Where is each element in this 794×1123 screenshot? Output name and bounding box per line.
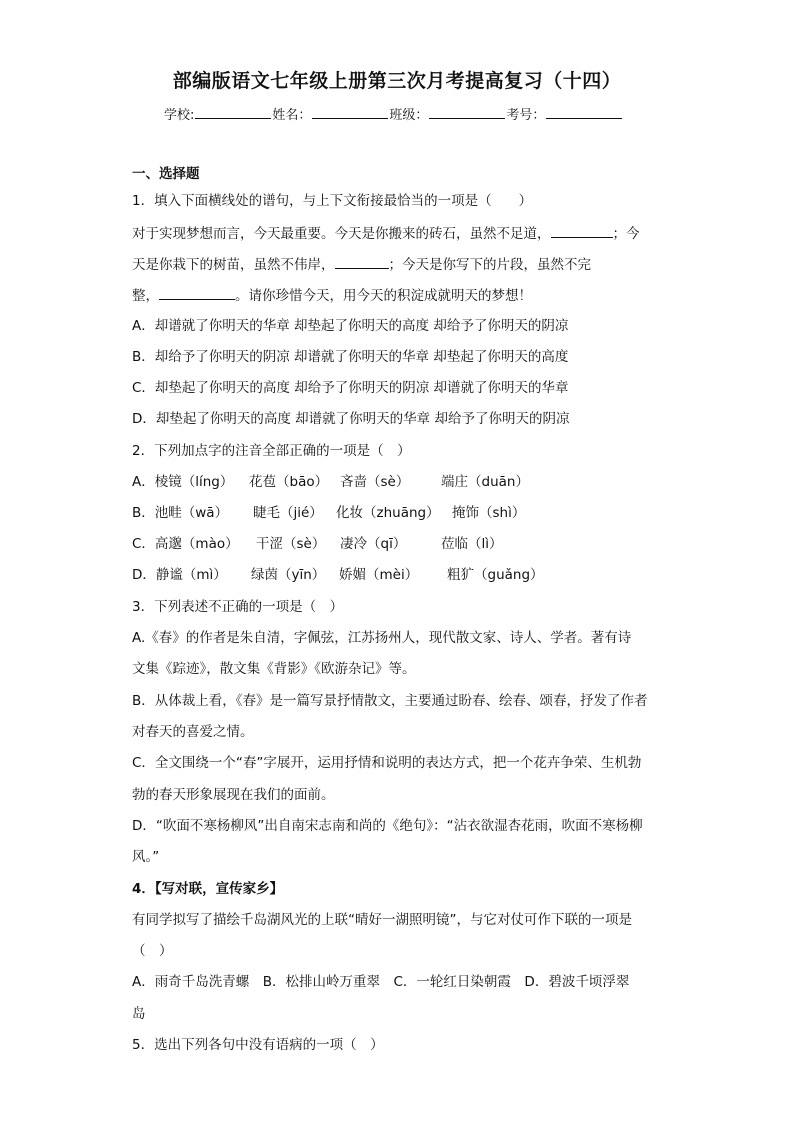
student-info-row [164,104,623,123]
q3-option-d[interactable]: D．“吹面不寒杨柳风”出自南宋志南和尚的《绝句》：“沾衣欲湿杏花雨，吹面不寒杨柳 [132,818,643,834]
q3-option-c-cont: 勃的春天形象展现在我们的面前。 [132,787,335,803]
q2-word: 凄冷（qī） [340,536,407,552]
q2-word: 粗犷（guǎng） [447,567,544,583]
school-blank[interactable] [195,106,271,119]
q4-text-line: （ ） [132,943,173,959]
school-label: 学校: [164,108,195,123]
q1-option-b[interactable]: B．却给予了你明天的阴凉 却谱就了你明天的华章 却垫起了你明天的高度 [132,349,569,365]
q2-word: 花苞（bāo） [249,474,329,490]
q2-word: D．静谧（mì） [132,567,227,583]
q1-text-segment: 天是你栽下的树苗，虽然不伟岸， [132,257,335,273]
q1-blank-3 [159,285,235,300]
q2-word: 睫毛（jié） [253,505,323,521]
q1-stem: 1．填入下面横线处的谱句，与上下文衔接最恰当的一项是（ ） [132,193,533,209]
q3-option-c[interactable]: C．全文围绕一个“春”字展开，运用抒情和说明的表达方式，把一个花卉争荣、生机勃 [132,755,642,771]
q2-word: 端庄（duān） [441,474,529,490]
q3-option-a-cont: 文集《踪迹》，散文集《背影》《欧游杂记》等。 [132,661,416,677]
section-title: 一、选择题 [132,166,200,182]
q4-text-line: 有同学拟写了描绘千岛湖风光的上联“晴好一湖照明镜”，与它对仗可作下联的一项是 [132,912,632,928]
q2-word: B．池畦（wā） [132,505,229,521]
q1-text-segment: ；今 [612,226,640,242]
q1-text-segment: ；今天是你写下的片段，虽然不完 [388,257,591,273]
q1-text-segment: 。请你珍惜今天，用今天的积淀成就明天的梦想！ [235,288,532,304]
q3-stem: 3．下列表述不正确的一项是（ ） [132,599,344,615]
q2-option-c[interactable] [132,534,503,554]
q2-word: 绿茵（yīn） [251,567,326,583]
q2-word: 化妆（zhuāng） [336,505,440,521]
q1-blank-2 [335,254,389,269]
q2-stem: 2．下列加点字的注音全部正确的一项是（ ） [132,443,411,459]
q2-word: 莅临（lì） [441,536,503,552]
q1-option-a[interactable]: A．却谱就了你明天的华章 却垫起了你明天的高度 却给予了你明天的阴凉 [132,318,569,334]
q2-word: 干涩（sè） [256,536,326,552]
q3-option-b[interactable]: B．从体裁上看，《春》是一篇写景抒情散文，主要通过盼春、绘春、颂春，抒发了作者 [132,693,648,709]
q1-text-segment: 对于实现梦想而言，今天最重要。今天是你搬来的砖石，虽然不足道， [132,226,551,242]
page-title: 部编版语文七年级上册第三次月考提高复习（十四） [172,70,622,92]
q1-text-segment: 整， [132,288,159,304]
q4-stem: 4．【写对联，宣传家乡】 [132,881,284,897]
q4-options[interactable]: A．雨奇千岛洗青螺 B．松排山岭万重翠 C．一轮红日染朝霞 D．碧波千顷浮翠 [132,974,630,990]
name-blank[interactable] [312,106,388,119]
q1-text-line [132,285,532,306]
q2-word: 娇媚（mèi） [339,567,419,583]
q4-options-cont: 岛 [132,1006,146,1022]
q2-option-a[interactable] [132,472,529,492]
q2-word: A．棱镜（líng） [132,474,234,490]
q3-option-b-cont: 对春天的喜爱之情。 [132,724,254,740]
q1-text-line [132,223,640,244]
q2-option-b[interactable] [132,503,525,523]
q1-option-c[interactable]: C．却垫起了你明天的高度 却给予了你明天的阴凉 却谱就了你明天的华章 [132,380,569,396]
q5-stem: 5．选出下列各句中没有语病的一项（ ） [132,1037,384,1053]
q3-option-a[interactable]: A.《春》的作者是朱自清，字佩弦，江苏扬州人，现代散文家、诗人、学者。著有诗 [132,630,632,646]
class-blank[interactable] [429,106,505,119]
q2-word: 吝啬（sè） [340,474,410,490]
q1-option-d[interactable]: D．却垫起了你明天的高度 却谱就了你明天的华章 却给予了你明天的阴凉 [132,411,570,427]
class-label: 班级： [389,108,429,123]
exam-no-label: 考号： [506,108,546,123]
q2-word: 掩饰（shì） [452,505,526,521]
q1-blank-1 [551,223,613,238]
q1-text-line [132,254,591,275]
q2-word: C．高邈（mào） [132,536,239,552]
q3-option-d-cont: 风。” [132,849,160,865]
q2-option-d[interactable] [132,565,544,585]
exam-no-blank[interactable] [546,106,622,119]
name-label: 姓名： [272,108,312,123]
